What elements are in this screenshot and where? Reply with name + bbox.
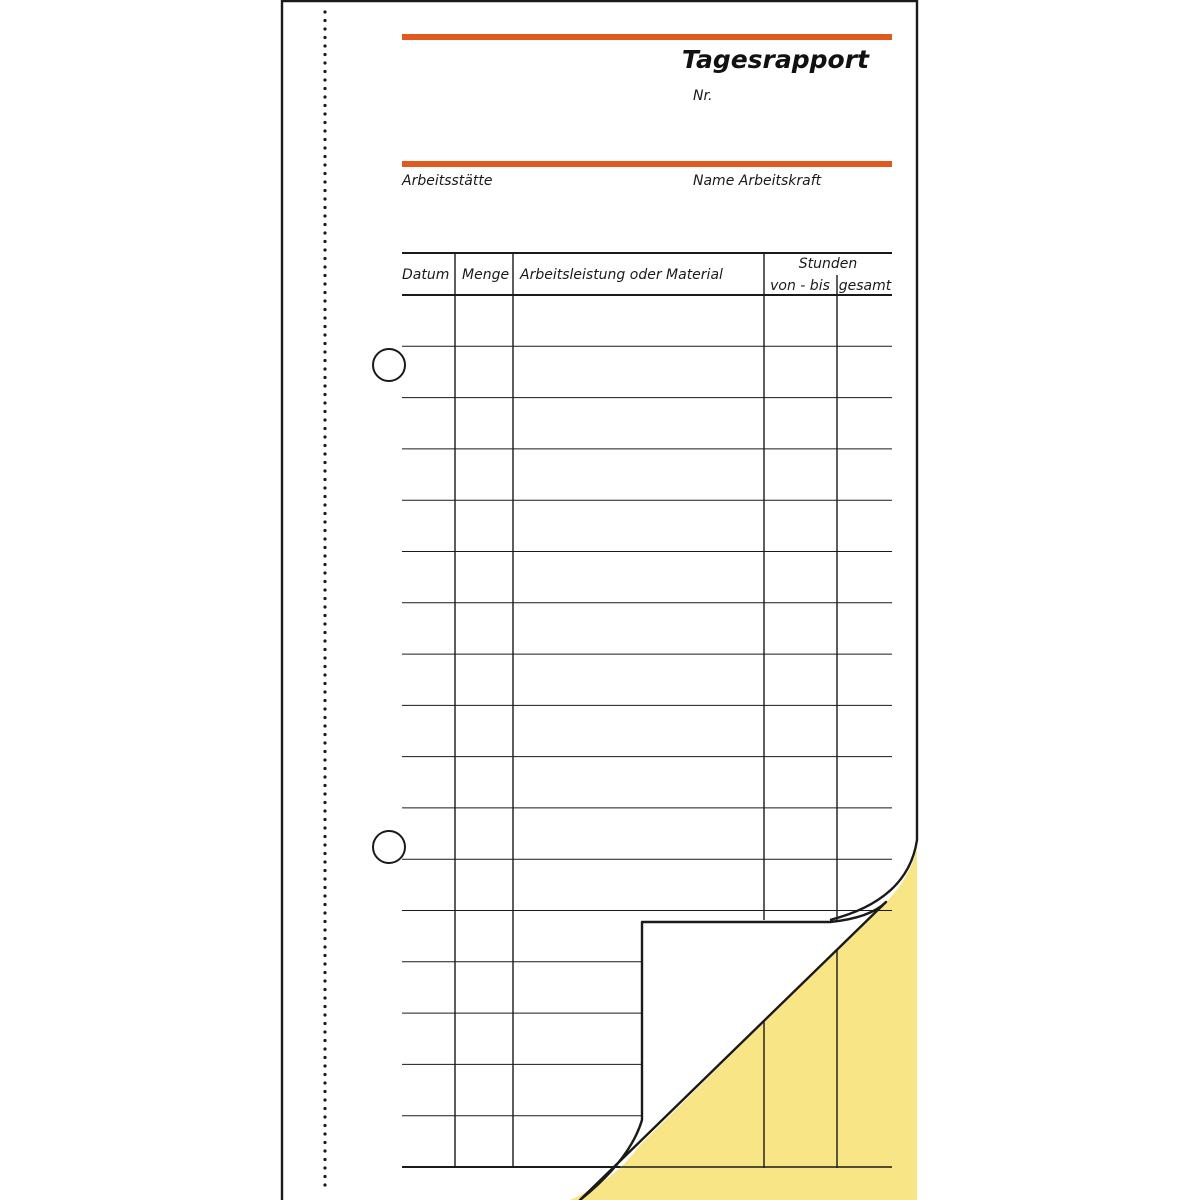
perforation-dot [323, 877, 326, 880]
perforation-dot [323, 826, 326, 829]
perforation-dot [323, 869, 326, 872]
perforation-dot [323, 1115, 326, 1118]
perforation-dot [323, 563, 326, 566]
perforation-dot [323, 1013, 326, 1016]
form-title: Tagesrapport [681, 45, 869, 74]
accent-rule-top [402, 34, 892, 40]
perforation-dot [323, 469, 326, 472]
perforation-dot [323, 78, 326, 81]
perforation-dot [323, 342, 326, 345]
perforation-dot [323, 750, 326, 753]
perforation-dot [323, 214, 326, 217]
column-header-stunden: Stunden [798, 256, 858, 272]
perforation-dot [323, 36, 326, 39]
punch-hole-bottom [373, 831, 405, 863]
perforation-dot [323, 971, 326, 974]
perforation-dot [323, 818, 326, 821]
perforation-dot [323, 988, 326, 991]
perforation-dot [323, 299, 326, 302]
perforation-dot [323, 605, 326, 608]
perforation-dot [323, 316, 326, 319]
perforation-dot [323, 648, 326, 651]
perforation-dot [323, 537, 326, 540]
perforation-dot [323, 129, 326, 132]
perforation-dot [323, 197, 326, 200]
perforation-dot [323, 1090, 326, 1093]
perforation-dot [323, 928, 326, 931]
perforation-dot [323, 401, 326, 404]
perforation-dot [323, 860, 326, 863]
perforation-dot [323, 70, 326, 73]
perforation-dot [323, 546, 326, 549]
perforation-dot [323, 1124, 326, 1127]
perforation-dot [323, 87, 326, 90]
perforation-dot [323, 1141, 326, 1144]
perforation-dot [323, 894, 326, 897]
perforation-dot [323, 1183, 326, 1186]
perforation-dot [323, 741, 326, 744]
perforation-dot [323, 240, 326, 243]
perforation-dot [323, 1081, 326, 1084]
perforation-dot [323, 954, 326, 957]
perforation-dot [323, 673, 326, 676]
perforation-dot [323, 44, 326, 47]
perforation-dot [323, 801, 326, 804]
perforation-dot [323, 1022, 326, 1025]
perforation-dot [323, 367, 326, 370]
perforation-dot [323, 1073, 326, 1076]
perforation-dot [323, 614, 326, 617]
perforation-dot [323, 393, 326, 396]
perforation-dot [323, 435, 326, 438]
perforation-dot [323, 597, 326, 600]
perforation-dot [323, 291, 326, 294]
perforation-dot [323, 223, 326, 226]
perforation-dot [323, 571, 326, 574]
number-label: Nr. [693, 88, 713, 104]
perforation-dot [323, 665, 326, 668]
perforation-dot [323, 1056, 326, 1059]
perforation-dot [323, 325, 326, 328]
perforation-dot [323, 775, 326, 778]
column-header-leistung: Arbeitsleistung oder Material [520, 267, 723, 283]
perforation-dot [323, 1175, 326, 1178]
perforation-dot [323, 716, 326, 719]
perforation-dot [323, 937, 326, 940]
perforation-dot [323, 155, 326, 158]
perforation-dot [323, 53, 326, 56]
perforation-dot [323, 520, 326, 523]
worker-name-label: Name Arbeitskraft [693, 173, 822, 189]
perforation-dot [323, 486, 326, 489]
perforation-dot [323, 19, 326, 22]
perforation-dot [323, 503, 326, 506]
perforation-dot [323, 886, 326, 889]
accent-rule-middle [402, 161, 892, 167]
perforation-dot [323, 1047, 326, 1050]
perforation-dot [323, 163, 326, 166]
perforation-dot [323, 333, 326, 336]
perforation-dot [323, 308, 326, 311]
column-header-von-bis: von - bis [770, 278, 830, 294]
perforation-dot [323, 1158, 326, 1161]
perforation-dot [323, 792, 326, 795]
perforation-dot [323, 835, 326, 838]
perforation-dot [323, 622, 326, 625]
perforation-dot [323, 843, 326, 846]
perforation-dot [323, 529, 326, 532]
perforation-dot [323, 767, 326, 770]
perforation-dot [323, 274, 326, 277]
perforation-dot [323, 10, 326, 13]
perforation-dot [323, 61, 326, 64]
column-header-gesamt: gesamt [838, 278, 892, 294]
perforation-dot [323, 95, 326, 98]
perforation-dot [323, 418, 326, 421]
perforation-dot [323, 784, 326, 787]
perforation-dot [323, 1064, 326, 1067]
perforation-dot [323, 1166, 326, 1169]
perforation-dot [323, 104, 326, 107]
perforation-dot [323, 996, 326, 999]
perforation-dot [323, 852, 326, 855]
perforation-dot [323, 809, 326, 812]
perforation-dot [323, 682, 326, 685]
perforation-dot [323, 920, 326, 923]
perforation-dot [323, 733, 326, 736]
perforation-dot [323, 206, 326, 209]
perforation-dot [323, 724, 326, 727]
perforation-dot [323, 690, 326, 693]
perforation-dot [323, 1098, 326, 1101]
perforation-dot [323, 452, 326, 455]
perforation-dot [323, 257, 326, 260]
perforation-dot [323, 189, 326, 192]
perforation-dot [323, 758, 326, 761]
column-header-menge: Menge [462, 267, 510, 283]
perforation-dot [323, 248, 326, 251]
punch-hole-top [373, 349, 405, 381]
perforation-dot [323, 427, 326, 430]
perforation-dot [323, 376, 326, 379]
perforation-dot [323, 639, 326, 642]
perforation-dot [323, 350, 326, 353]
perforation-dot [323, 138, 326, 141]
perforation-dot [323, 656, 326, 659]
perforation-dot [323, 1030, 326, 1033]
perforation-dot [323, 282, 326, 285]
perforation-dot [323, 580, 326, 583]
perforation-dot [323, 707, 326, 710]
perforation-dot [323, 962, 326, 965]
perforation-dot [323, 146, 326, 149]
perforation-dot [323, 495, 326, 498]
perforation-dot [323, 911, 326, 914]
workplace-label: Arbeitsstätte [402, 173, 493, 189]
perforation-dot [323, 478, 326, 481]
perforation-dot [323, 461, 326, 464]
perforation-dot [323, 265, 326, 268]
perforation-dot [323, 1107, 326, 1110]
perforation-dot [323, 172, 326, 175]
perforation-dot [323, 903, 326, 906]
perforation-dot [323, 410, 326, 413]
perforation-dot [323, 27, 326, 30]
perforation-dot [323, 588, 326, 591]
column-header-datum: Datum [402, 267, 450, 283]
perforation-dot [323, 444, 326, 447]
perforation-dot [323, 1005, 326, 1008]
perforation-dot [323, 945, 326, 948]
perforation-dot [323, 631, 326, 634]
perforation-dot [323, 979, 326, 982]
perforation-dot [323, 180, 326, 183]
perforation-dot [323, 112, 326, 115]
perforation-dot [323, 1039, 326, 1042]
perforation-dot [323, 554, 326, 557]
perforation-dot [323, 384, 326, 387]
perforation-dot [323, 512, 326, 515]
perforation-dot [323, 699, 326, 702]
perforation-dot [323, 359, 326, 362]
perforation-dot [323, 1132, 326, 1135]
perforation-dot [323, 231, 326, 234]
perforation-line [323, 10, 326, 1186]
perforation-dot [323, 1149, 326, 1152]
perforation-dot [323, 121, 326, 124]
